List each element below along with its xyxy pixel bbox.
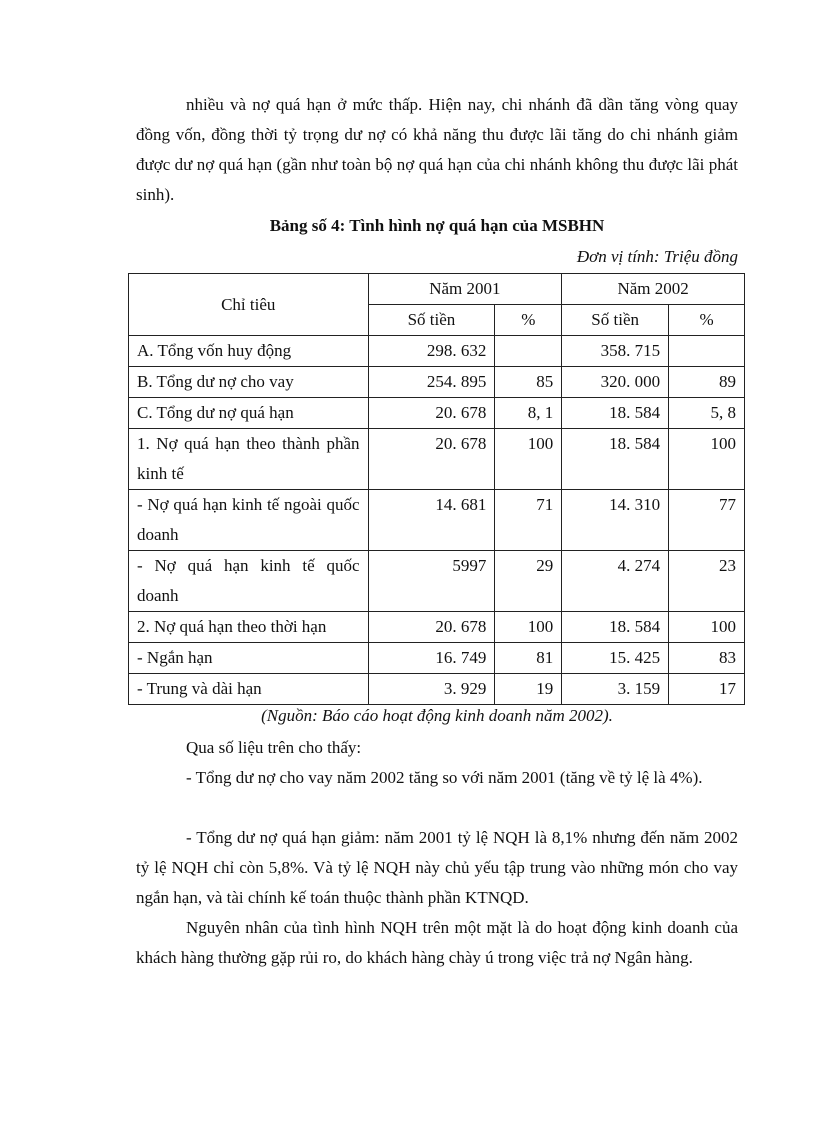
- cell-amount-2002: 18. 584: [562, 612, 669, 643]
- table-row: [129, 643, 745, 674]
- cell-amount-2001: 20. 678: [368, 612, 495, 643]
- header-indicator: Chỉ tiêu: [129, 274, 369, 336]
- cell-amount-2002: 15. 425: [562, 643, 669, 674]
- bullet-overdue-decrease: - Tổng dư nợ quá hạn giảm: năm 2001 tỷ lệ NQH là 8,1% nhưng đến năm 2002 tỷ lệ NQH chỉ còn 5,8%. Và tỷ lệ NQH này chủ yếu tập trung vào những món cho vay ngắn hạn, và tài chính kế toán thuộc thành phần KTNQD.: [136, 828, 738, 907]
- cell-amount-2001: 298. 632: [368, 336, 495, 367]
- analysis-lead: Qua số liệu trên cho thấy:: [186, 738, 362, 757]
- cell-amount-2001: 3. 929: [368, 674, 495, 705]
- intro-paragraph: nhiều và nợ quá hạn ở mức thấp. Hiện nay, chi nhánh đã dần tăng vòng quay đồng vốn, đồng thời tỷ trọng dư nợ có khả năng thu được lãi tăng do chi nhánh giảm được dư nợ quá hạn (gần như toàn bộ nợ quá hạn của chi nhánh không thu được lãi phát sinh).: [136, 95, 738, 204]
- bullet-loan-growth: - Tổng dư nợ cho vay năm 2002 tăng so với năm 2001 (tăng về tỷ lệ là 4%).: [186, 768, 703, 787]
- cell-percent-2001: 100: [495, 429, 562, 490]
- cell-percent-2002: 23: [669, 551, 745, 612]
- cell-amount-2002: 18. 584: [562, 398, 669, 429]
- row-label: - Nợ quá hạn kinh tế quốc doanh: [129, 551, 369, 612]
- cell-percent-2001: [495, 336, 562, 367]
- cell-percent-2002: 100: [669, 612, 745, 643]
- cell-percent-2002: [669, 336, 745, 367]
- cell-amount-2001: 16. 749: [368, 643, 495, 674]
- row-label: C. Tổng dư nợ quá hạn: [129, 398, 369, 429]
- row-label: - Ngắn hạn: [129, 643, 369, 674]
- cell-amount-2001: 14. 681: [368, 490, 495, 551]
- table-row: [129, 367, 745, 398]
- row-label: 1. Nợ quá hạn theo thành phần kinh tế: [129, 429, 369, 490]
- table-row: [129, 551, 745, 612]
- row-label: - Nợ quá hạn kinh tế ngoài quốc doanh: [129, 490, 369, 551]
- table-row: [129, 336, 745, 367]
- row-label: A. Tổng vốn huy động: [129, 336, 369, 367]
- row-label: B. Tổng dư nợ cho vay: [129, 367, 369, 398]
- cell-percent-2001: 71: [495, 490, 562, 551]
- cell-percent-2002: 17: [669, 674, 745, 705]
- cell-percent-2001: 85: [495, 367, 562, 398]
- cell-amount-2002: 358. 715: [562, 336, 669, 367]
- cell-percent-2002: 77: [669, 490, 745, 551]
- cell-percent-2002: 100: [669, 429, 745, 490]
- cell-percent-2002: 5, 8: [669, 398, 745, 429]
- header-percent-2002: %: [669, 305, 745, 336]
- cell-percent-2001: 8, 1: [495, 398, 562, 429]
- table-row: [129, 674, 745, 705]
- row-label: 2. Nợ quá hạn theo thời hạn: [129, 612, 369, 643]
- overdue-debt-table: [128, 273, 745, 705]
- table-body: [129, 336, 745, 705]
- table-row: [129, 612, 745, 643]
- cell-percent-2001: 81: [495, 643, 562, 674]
- cell-percent-2001: 19: [495, 674, 562, 705]
- cell-amount-2002: 4. 274: [562, 551, 669, 612]
- table-header-row: [129, 274, 745, 305]
- cell-percent-2001: 100: [495, 612, 562, 643]
- cell-percent-2002: 83: [669, 643, 745, 674]
- table-row: [129, 398, 745, 429]
- cell-amount-2002: 18. 584: [562, 429, 669, 490]
- table-title: Bảng số 4: Tình hình nợ quá hạn của MSBHN: [269, 216, 605, 235]
- header-year-2002: Năm 2002: [562, 274, 745, 305]
- cell-amount-2002: 14. 310: [562, 490, 669, 551]
- unit-note: Đơn vị tính: Triệu đồng: [576, 247, 738, 266]
- cell-amount-2002: 320. 000: [562, 367, 669, 398]
- cell-percent-2001: 29: [495, 551, 562, 612]
- table-row: [129, 429, 745, 490]
- header-amount-2001: Số tiền: [368, 305, 495, 336]
- row-label: - Trung và dài hạn: [129, 674, 369, 705]
- source-note: (Nguồn: Báo cáo hoạt động kinh doanh năm 2002).: [261, 706, 613, 725]
- header-amount-2002: Số tiền: [562, 305, 669, 336]
- cell-amount-2001: 20. 678: [368, 398, 495, 429]
- table-row: [129, 490, 745, 551]
- header-percent-2001: %: [495, 305, 562, 336]
- cell-amount-2001: 254. 895: [368, 367, 495, 398]
- cell-amount-2001: 5997: [368, 551, 495, 612]
- cause-paragraph: Nguyên nhân của tình hình NQH trên một mặt là do hoạt động kinh doanh của khách hàng thường gặp rủi ro, do khách hàng chày ú trong việc trả nợ Ngân hàng.: [136, 918, 738, 967]
- cell-amount-2002: 3. 159: [562, 674, 669, 705]
- cell-percent-2002: 89: [669, 367, 745, 398]
- header-year-2001: Năm 2001: [368, 274, 562, 305]
- cell-amount-2001: 20. 678: [368, 429, 495, 490]
